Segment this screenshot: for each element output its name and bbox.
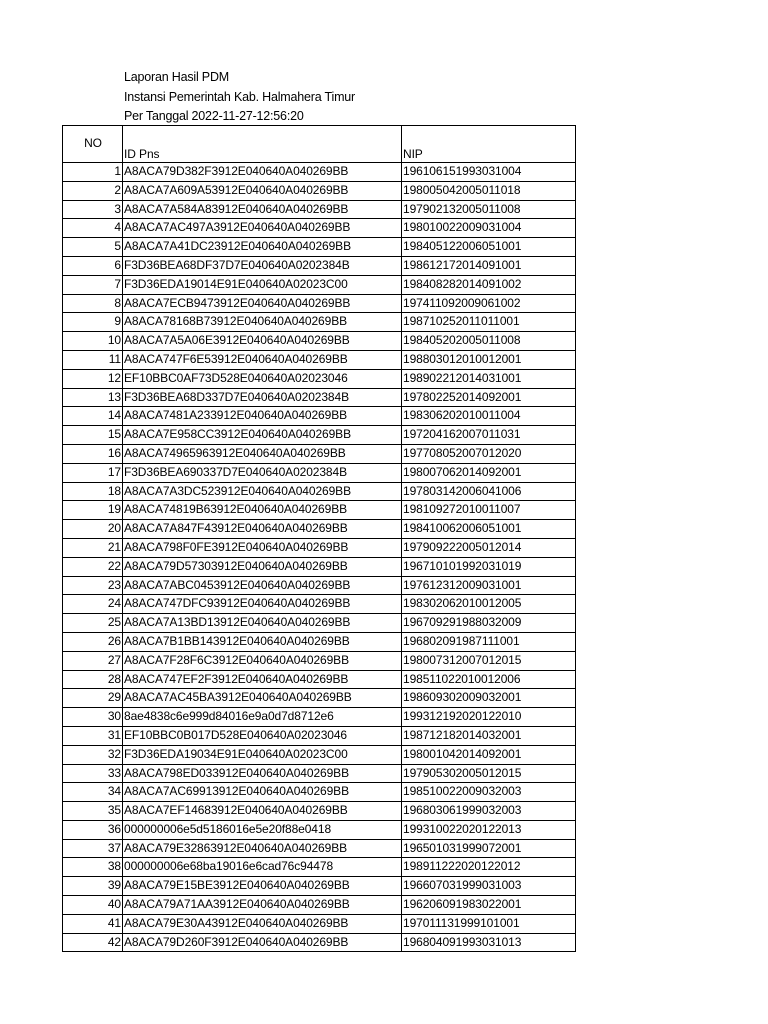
row-number: 37 (63, 839, 123, 858)
table-row (63, 670, 576, 689)
report-institution: Instansi Pemerintah Kab. Halmahera Timur (124, 89, 355, 104)
table-row (63, 802, 576, 821)
row-id-pns: A8ACA7A584A83912E040640A040269BB (123, 200, 402, 219)
row-nip: 198010022009031004 (402, 219, 576, 238)
table-row (63, 238, 576, 257)
table-row (63, 520, 576, 539)
row-id-pns: A8ACA79A71AA3912E040640A040269BB (123, 896, 402, 915)
row-number: 1 (63, 163, 123, 182)
row-id-pns: A8ACA7B1BB143912E040640A040269BB (123, 632, 402, 651)
row-number: 4 (63, 219, 123, 238)
table-row (63, 877, 576, 896)
row-number: 19 (63, 501, 123, 520)
row-id-pns: A8ACA747EF2F3912E040640A040269BB (123, 670, 402, 689)
row-number: 26 (63, 632, 123, 651)
table-row (63, 820, 576, 839)
table-row (63, 726, 576, 745)
table-row (63, 576, 576, 595)
row-nip: 199312192020122010 (402, 708, 576, 727)
row-number: 3 (63, 200, 123, 219)
row-id-pns: A8ACA74965963912E040640A040269BB (123, 444, 402, 463)
row-number: 28 (63, 670, 123, 689)
row-number: 17 (63, 463, 123, 482)
row-number: 36 (63, 820, 123, 839)
row-id-pns: A8ACA7A847F43912E040640A040269BB (123, 520, 402, 539)
row-nip: 197011131999101001 (402, 914, 576, 933)
table-row (63, 200, 576, 219)
row-nip: 198408282014091002 (402, 275, 576, 294)
table-row (63, 332, 576, 351)
row-nip: 197905302005012015 (402, 764, 576, 783)
row-nip: 198902212014031001 (402, 369, 576, 388)
header-no: NO (63, 126, 123, 163)
table-row (63, 595, 576, 614)
table-row (63, 896, 576, 915)
row-nip: 198306202010011004 (402, 407, 576, 426)
row-nip: 198109272010011007 (402, 501, 576, 520)
row-id-pns: A8ACA7A5A06E3912E040640A040269BB (123, 332, 402, 351)
table-row (63, 482, 576, 501)
table-row (63, 350, 576, 369)
row-id-pns: A8ACA7E958CC3912E040640A040269BB (123, 426, 402, 445)
row-number: 25 (63, 614, 123, 633)
row-number: 8 (63, 294, 123, 313)
row-id-pns: A8ACA79D260F3912E040640A040269BB (123, 933, 402, 952)
table-row (63, 407, 576, 426)
header-id-pns: ID Pns (123, 126, 402, 163)
row-nip: 196802091987111001 (402, 632, 576, 651)
row-id-pns: A8ACA79D382F3912E040640A040269BB (123, 163, 402, 182)
row-id-pns: A8ACA7AC69913912E040640A040269BB (123, 783, 402, 802)
table-row (63, 858, 576, 877)
table-row (63, 933, 576, 952)
row-number: 2 (63, 181, 123, 200)
row-nip: 198511022010012006 (402, 670, 576, 689)
row-number: 20 (63, 520, 123, 539)
row-number: 22 (63, 557, 123, 576)
row-id-pns: A8ACA79E30A43912E040640A040269BB (123, 914, 402, 933)
table-row (63, 313, 576, 332)
table-row (63, 632, 576, 651)
row-number: 42 (63, 933, 123, 952)
row-number: 23 (63, 576, 123, 595)
row-nip: 198001042014092001 (402, 745, 576, 764)
pns-table (62, 125, 576, 952)
table-row (63, 839, 576, 858)
table-row (63, 614, 576, 633)
row-nip: 196607031999031003 (402, 877, 576, 896)
row-nip: 199310022020122013 (402, 820, 576, 839)
table-row (63, 501, 576, 520)
row-number: 14 (63, 407, 123, 426)
row-number: 16 (63, 444, 123, 463)
row-nip: 198005042005011018 (402, 181, 576, 200)
row-number: 5 (63, 238, 123, 257)
row-id-pns: A8ACA7481A233912E040640A040269BB (123, 407, 402, 426)
row-nip: 197909222005012014 (402, 538, 576, 557)
row-nip: 198911222020122012 (402, 858, 576, 877)
row-nip: 198803012010012001 (402, 350, 576, 369)
row-nip: 196106151993031004 (402, 163, 576, 182)
row-number: 34 (63, 783, 123, 802)
row-number: 11 (63, 350, 123, 369)
row-nip: 198609302009032001 (402, 689, 576, 708)
row-number: 27 (63, 651, 123, 670)
row-id-pns: F3D36BEA68DF37D7E040640A0202384B (123, 256, 402, 275)
row-id-pns: A8ACA74819B63912E040640A040269BB (123, 501, 402, 520)
table-row (63, 388, 576, 407)
row-nip: 198405122006051001 (402, 238, 576, 257)
table-row (63, 689, 576, 708)
row-nip: 196206091983022001 (402, 896, 576, 915)
row-nip: 196803061999032003 (402, 802, 576, 821)
row-number: 38 (63, 858, 123, 877)
row-id-pns: F3D36EDA19034E91E040640A02023C00 (123, 745, 402, 764)
row-nip: 198007312007012015 (402, 651, 576, 670)
row-number: 39 (63, 877, 123, 896)
row-id-pns: A8ACA747F6E53912E040640A040269BB (123, 350, 402, 369)
row-id-pns: A8ACA79D57303912E040640A040269BB (123, 557, 402, 576)
row-id-pns: A8ACA7A609A53912E040640A040269BB (123, 181, 402, 200)
row-id-pns: A8ACA7EF14683912E040640A040269BB (123, 802, 402, 821)
table-body (63, 163, 576, 952)
row-number: 30 (63, 708, 123, 727)
row-id-pns: 000000006e68ba19016e6cad76c94478 (123, 858, 402, 877)
row-nip: 196804091993031013 (402, 933, 576, 952)
report-header (124, 68, 355, 127)
table-row (63, 444, 576, 463)
row-nip: 197802252014092001 (402, 388, 576, 407)
row-number: 32 (63, 745, 123, 764)
row-id-pns: 8ae4838c6e999d84016e9a0d7d8712e6 (123, 708, 402, 727)
row-nip: 197803142006041006 (402, 482, 576, 501)
row-number: 7 (63, 275, 123, 294)
table-row (63, 219, 576, 238)
header-nip: NIP (402, 126, 576, 163)
row-number: 12 (63, 369, 123, 388)
row-nip: 196710101992031019 (402, 557, 576, 576)
row-id-pns: F3D36EDA19014E91E040640A02023C00 (123, 275, 402, 294)
row-id-pns: EF10BBC0B017D528E040640A02023046 (123, 726, 402, 745)
row-id-pns: F3D36BEA690337D7E040640A0202384B (123, 463, 402, 482)
row-number: 35 (63, 802, 123, 821)
row-nip: 197411092009061002 (402, 294, 576, 313)
row-number: 31 (63, 726, 123, 745)
report-date: Per Tanggal 2022-11-27-12:56:20 (124, 109, 304, 123)
row-number: 41 (63, 914, 123, 933)
table-row (63, 463, 576, 482)
table-row (63, 708, 576, 727)
row-nip: 196501031999072001 (402, 839, 576, 858)
row-nip: 198712182014032001 (402, 726, 576, 745)
row-nip: 198302062010012005 (402, 595, 576, 614)
table-row (63, 369, 576, 388)
row-number: 6 (63, 256, 123, 275)
row-id-pns: A8ACA798F0FE3912E040640A040269BB (123, 538, 402, 557)
row-nip: 198007062014092001 (402, 463, 576, 482)
row-id-pns: A8ACA7AC497A3912E040640A040269BB (123, 219, 402, 238)
row-number: 9 (63, 313, 123, 332)
row-id-pns: A8ACA79E15BE3912E040640A040269BB (123, 877, 402, 896)
table-row (63, 651, 576, 670)
report-title: Laporan Hasil PDM (124, 70, 229, 84)
row-id-pns: EF10BBC0AF73D528E040640A02023046 (123, 369, 402, 388)
row-number: 24 (63, 595, 123, 614)
table-row (63, 557, 576, 576)
row-nip: 198405202005011008 (402, 332, 576, 351)
row-number: 33 (63, 764, 123, 783)
table-row (63, 764, 576, 783)
row-id-pns: A8ACA7ECB9473912E040640A040269BB (123, 294, 402, 313)
table-header-row (63, 126, 576, 163)
row-id-pns: 000000006e5d5186016e5e20f88e0418 (123, 820, 402, 839)
row-nip: 198612172014091001 (402, 256, 576, 275)
table-row (63, 426, 576, 445)
table-row (63, 181, 576, 200)
row-id-pns: A8ACA798ED033912E040640A040269BB (123, 764, 402, 783)
row-nip: 196709291988032009 (402, 614, 576, 633)
row-id-pns: F3D36BEA68D337D7E040640A0202384B (123, 388, 402, 407)
table-row (63, 256, 576, 275)
row-id-pns: A8ACA79E32863912E040640A040269BB (123, 839, 402, 858)
row-id-pns: A8ACA78168B73912E040640A040269BB (123, 313, 402, 332)
row-nip: 197204162007011031 (402, 426, 576, 445)
table-row (63, 745, 576, 764)
row-number: 10 (63, 332, 123, 351)
table-row (63, 783, 576, 802)
row-number: 13 (63, 388, 123, 407)
row-id-pns: A8ACA7A41DC23912E040640A040269BB (123, 238, 402, 257)
row-id-pns: A8ACA7A3DC523912E040640A040269BB (123, 482, 402, 501)
row-number: 29 (63, 689, 123, 708)
table-row (63, 914, 576, 933)
table-row (63, 163, 576, 182)
table-row (63, 538, 576, 557)
row-nip: 198510022009032003 (402, 783, 576, 802)
row-nip: 197612312009031001 (402, 576, 576, 595)
row-id-pns: A8ACA747DFC93912E040640A040269BB (123, 595, 402, 614)
row-number: 18 (63, 482, 123, 501)
row-nip: 198710252011011001 (402, 313, 576, 332)
row-number: 21 (63, 538, 123, 557)
row-id-pns: A8ACA7A13BD13912E040640A040269BB (123, 614, 402, 633)
row-nip: 197902132005011008 (402, 200, 576, 219)
row-number: 40 (63, 896, 123, 915)
row-number: 15 (63, 426, 123, 445)
table-row (63, 275, 576, 294)
row-id-pns: A8ACA7F28F6C3912E040640A040269BB (123, 651, 402, 670)
row-id-pns: A8ACA7ABC0453912E040640A040269BB (123, 576, 402, 595)
row-id-pns: A8ACA7AC45BA3912E040640A040269BB (123, 689, 402, 708)
table-row (63, 294, 576, 313)
row-nip: 198410062006051001 (402, 520, 576, 539)
row-nip: 197708052007012020 (402, 444, 576, 463)
